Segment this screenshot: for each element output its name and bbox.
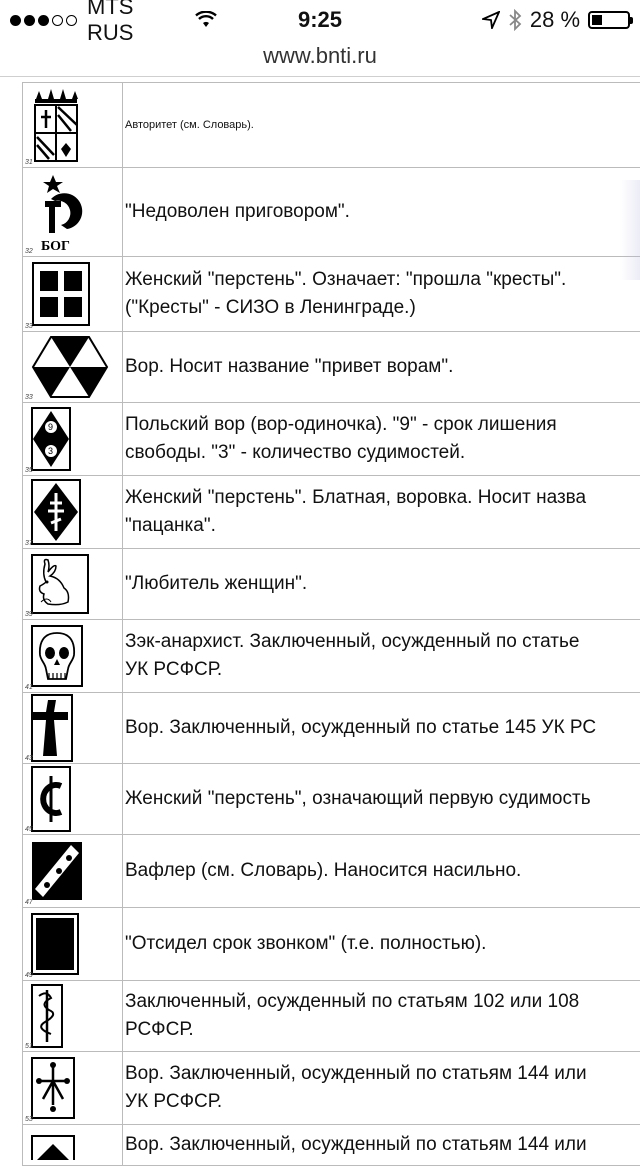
rabbit-icon [31,554,89,614]
hexagon-trefoil-icon [31,335,109,399]
symbol-table [22,82,640,1166]
table-row [23,620,640,693]
description-text: Женский "перстень". Означает: "прошла "кресты". ("Кресты" - СИЗО в Ленинграде.) [125,269,567,318]
table-row [23,764,640,835]
description-cell [123,168,350,256]
description-cell [123,549,307,619]
table-row [23,476,640,549]
description-text: Вор. Носит название "привет ворам". [125,356,454,377]
description-cell [123,332,453,402]
symbol-cell [23,83,123,167]
table-row [23,257,640,332]
table-row [23,403,640,476]
description-text: "Отсидел срок звонком" (т.е. полностью). [125,933,487,954]
table-row [23,332,640,403]
svg-text:БОГ: БОГ [41,239,70,253]
description-cell [123,1125,587,1165]
description-cell [123,693,596,763]
symbol-cell [23,168,123,256]
description-cell [123,476,586,548]
symbol-number: 45 [25,826,33,833]
symbol-number: 37 [25,540,33,547]
description-cell [123,764,591,834]
snake-staff-icon [31,984,63,1048]
symbol-cell [23,257,123,331]
symbol-number: 51 [25,1043,33,1050]
partial-icon [31,1130,75,1160]
symbol-number: 32 [25,248,33,255]
description-cell [123,908,486,980]
scroll-edge-shadow [620,180,640,280]
c-dollar-icon [31,766,71,832]
symbol-cell [23,764,123,834]
symbol-cell [23,549,123,619]
symbol-cell [23,1125,123,1165]
description-text: "Любитель женщин". [125,573,308,594]
description-text: Женский "перстень". Блатная, воровка. Носит назва "пацанка". [125,487,587,536]
symbol-cell [23,476,123,548]
diamond-cross-icon [31,479,81,545]
battery-icon [588,11,630,29]
description-text: "Недоволен приговором". [125,201,350,222]
table-row [23,83,640,168]
description-cell [123,403,557,475]
table-row [23,908,640,981]
table-row [23,1125,640,1166]
symbol-cell [23,403,123,475]
symbol-cell [23,332,123,402]
description-cell [123,83,254,167]
description-text: Польский вор (вор-одиночка). "9" - срок лишения свободы. "3" - количество судимостей. [125,414,557,463]
symbol-cell [23,620,123,692]
svg-text:9: 9 [48,422,54,432]
symbol-number: 31 [25,159,33,166]
symbol-cell [23,835,123,907]
description-cell [123,981,579,1051]
crowns-shield-icon [31,85,81,165]
url-text: www.bnti.ru [263,43,377,68]
description-cell [123,1052,587,1124]
symbol-number: 39 [25,611,33,618]
symbol-number: 41 [25,684,33,691]
symbol-number: 33 [25,323,33,330]
carrier-name: MTS RUS [87,0,134,45]
description-cell [123,620,579,692]
description-text: Вор. Заключенный, осужденный по статье 145 УК РС [125,717,597,738]
description-text: Вор. Заключенный, осужденный по статьям 144 или [125,1134,587,1155]
symbol-number: 47 [25,899,33,906]
signal-dots-icon [10,15,77,26]
wifi-icon [195,11,217,29]
description-cell [123,257,566,331]
cross-icon [31,694,73,762]
clock: 9:25 [297,7,343,32]
description-text: Женский "перстень", означающий первую судимость [125,788,591,809]
svg-text:3: 3 [48,446,54,456]
table-row [23,835,640,908]
symbol-number: 35 [25,467,33,474]
cross-dots-icon [31,1057,75,1119]
location-arrow-icon [482,11,500,29]
description-text: Вафлер (см. Словарь). Наносится насильно. [125,860,522,881]
symbol-number: 43 [25,755,33,762]
symbol-cell [23,908,123,980]
description-text: Авторитет (см. Словарь). [125,119,254,131]
black-square-icon [31,913,79,975]
symbol-cell [23,693,123,763]
description-text: Заключенный, осужденный по статьям 102 или 108 РСФСР. [125,991,580,1040]
description-text: Вор. Заключенный, осужденный по статьям 144 или УК РСФСР. [125,1063,587,1112]
table-row [23,168,640,257]
description-text: Зэк-анархист. Заключенный, осужденный по статье УК РСФСР. [125,631,580,680]
four-squares-icon [31,261,91,327]
diagonal-stripe-icon [31,841,83,901]
symbol-cell [23,981,123,1051]
table-row [23,693,640,764]
symbol-number: 33 [25,394,33,401]
symbol-cell [23,1052,123,1124]
symbol-number: 53 [25,1116,33,1123]
hammer-sickle-bog-icon [31,171,91,253]
table-row [23,1052,640,1125]
table-row [23,981,640,1052]
symbol-number: 49 [25,972,33,979]
battery-percent: 28 % [529,7,581,32]
status-bar [0,0,640,45]
bluetooth-icon [508,9,522,31]
carrier-group [10,0,217,46]
skull-icon [31,625,83,687]
diamond-9-3-icon [31,407,71,471]
table-row [23,549,640,620]
description-cell [123,835,521,907]
status-right [423,7,630,33]
